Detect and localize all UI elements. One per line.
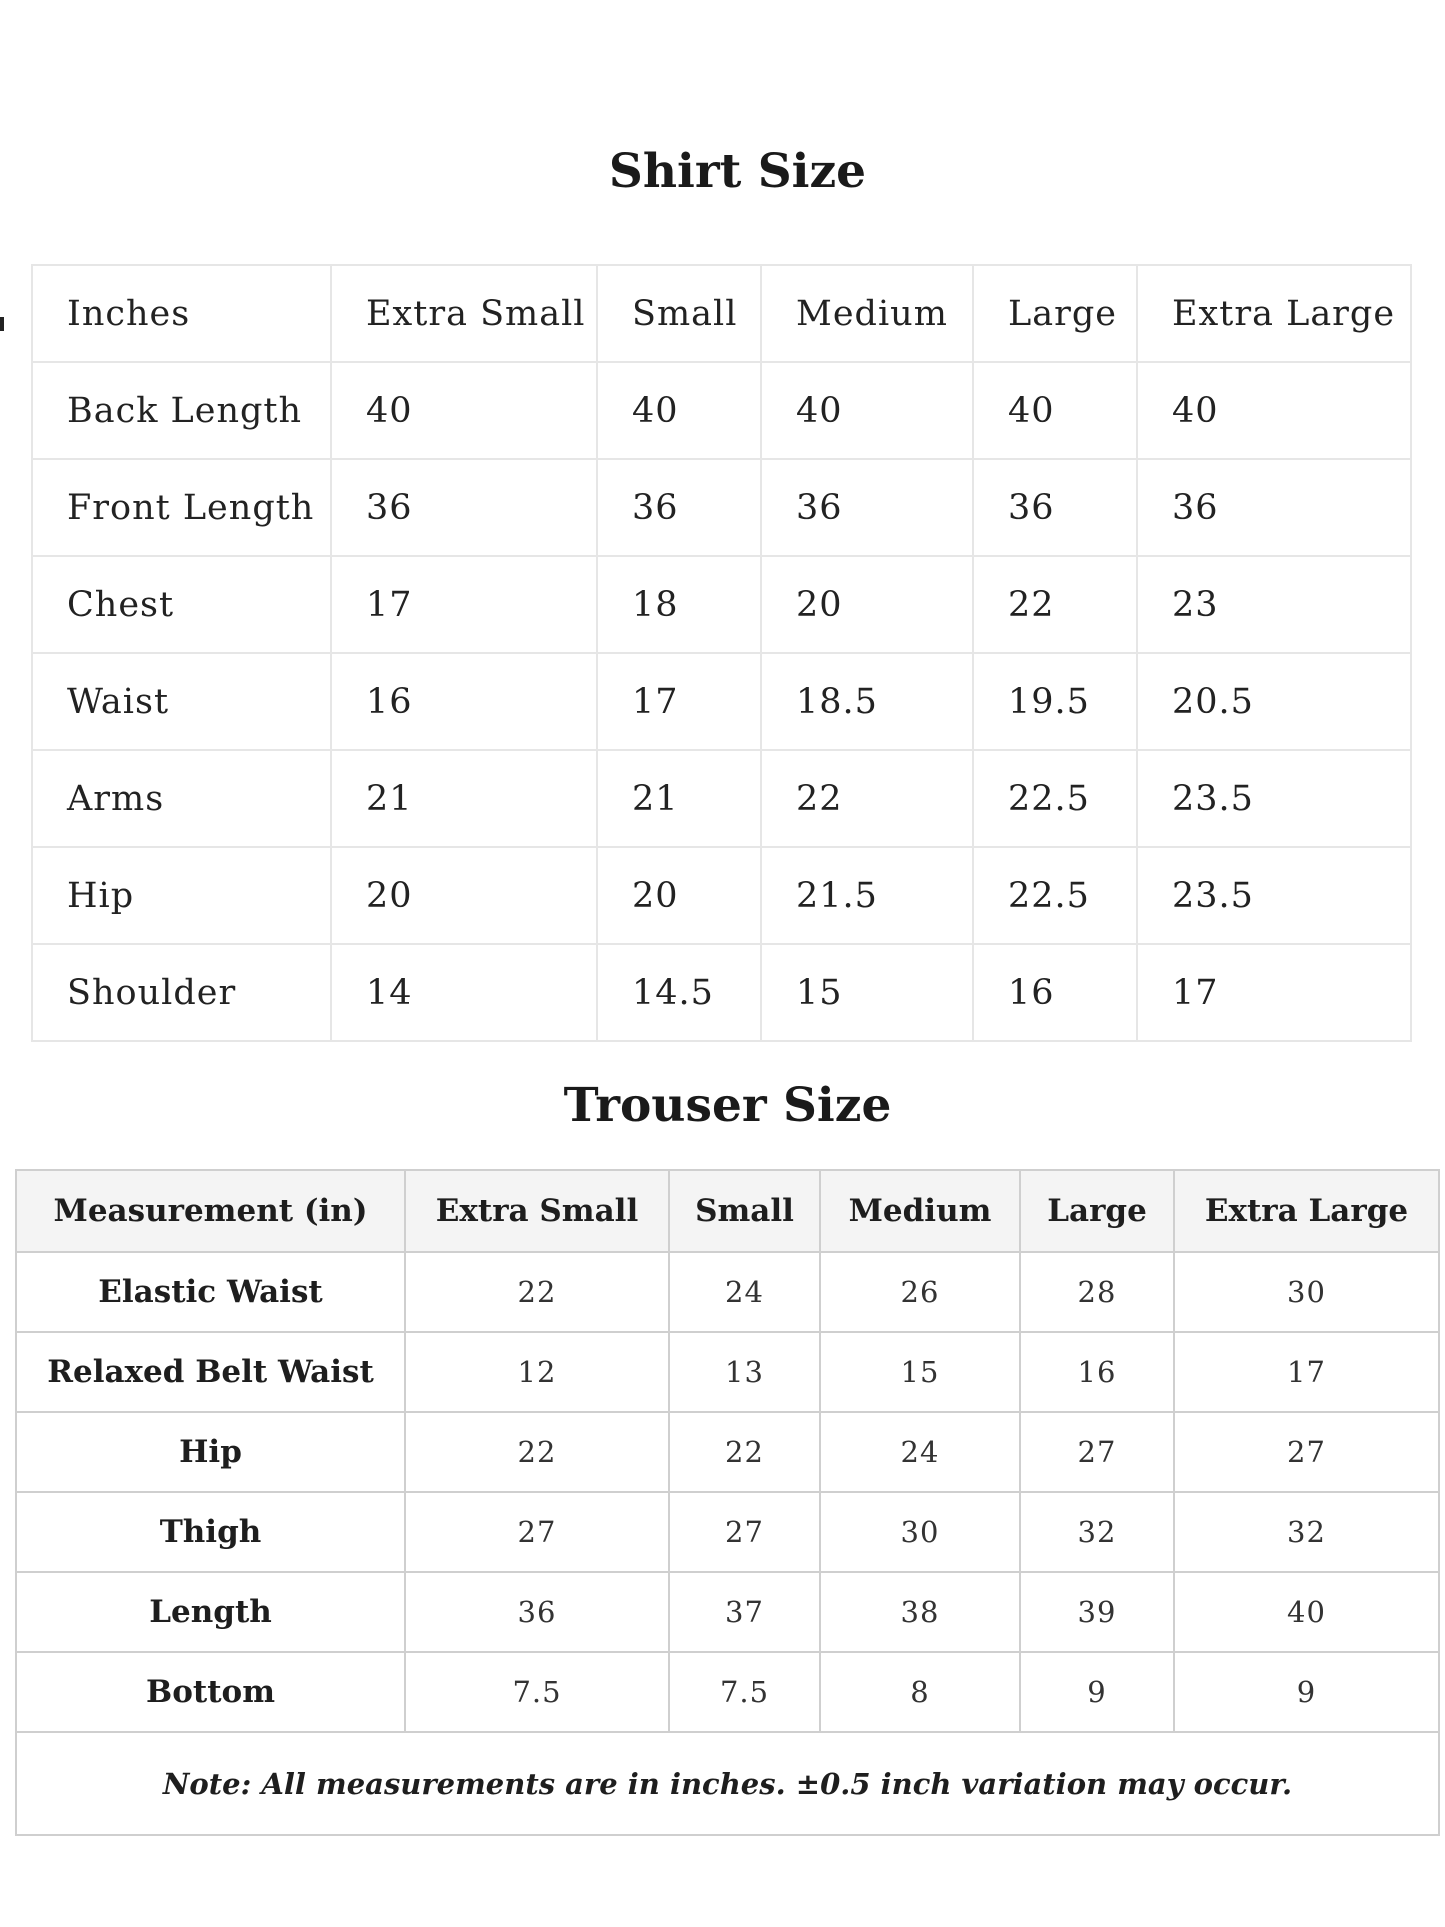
edge-mark <box>0 317 4 331</box>
row-label: Arms <box>32 750 331 847</box>
table-cell: 15 <box>820 1332 1020 1412</box>
shirt-size-title: Shirt Size <box>608 144 867 199</box>
table-cell: 37 <box>669 1572 820 1652</box>
table-cell: 22 <box>761 750 973 847</box>
table-row <box>32 556 1411 653</box>
table-cell: 22 <box>405 1252 669 1332</box>
table-cell: 32 <box>1020 1492 1174 1572</box>
row-label: Hip <box>32 847 331 944</box>
table-cell: 14 <box>331 944 597 1041</box>
table-row <box>32 750 1411 847</box>
table-cell: 12 <box>405 1332 669 1412</box>
table-cell: 18 <box>597 556 761 653</box>
trouser-header-row <box>16 1170 1439 1252</box>
shirt-header-cell: Extra Large <box>1137 265 1411 362</box>
table-cell: 27 <box>405 1492 669 1572</box>
table-cell: 20 <box>331 847 597 944</box>
table-cell: 39 <box>1020 1572 1174 1652</box>
table-cell: 18.5 <box>761 653 973 750</box>
shirt-size-table <box>31 264 1412 1042</box>
table-cell: 22.5 <box>973 750 1137 847</box>
table-cell: 16 <box>1020 1332 1174 1412</box>
table-cell: 14.5 <box>597 944 761 1041</box>
table-row <box>16 1412 1439 1492</box>
trouser-header-cell: Medium <box>820 1170 1020 1252</box>
table-cell: 40 <box>1137 362 1411 459</box>
table-cell: 15 <box>761 944 973 1041</box>
table-cell: 23 <box>1137 556 1411 653</box>
row-label: Relaxed Belt Waist <box>16 1332 405 1412</box>
row-label: Chest <box>32 556 331 653</box>
table-cell: 27 <box>1020 1412 1174 1492</box>
table-cell: 36 <box>597 459 761 556</box>
table-cell: 26 <box>820 1252 1020 1332</box>
table-cell: 27 <box>1174 1412 1439 1492</box>
table-cell: 40 <box>973 362 1137 459</box>
table-cell: 21 <box>597 750 761 847</box>
table-cell: 36 <box>761 459 973 556</box>
row-label: Shoulder <box>32 944 331 1041</box>
table-cell: 21 <box>331 750 597 847</box>
table-cell: 22.5 <box>973 847 1137 944</box>
row-label: Hip <box>16 1412 405 1492</box>
table-cell: 24 <box>820 1412 1020 1492</box>
table-cell: 17 <box>597 653 761 750</box>
table-cell: 38 <box>820 1572 1020 1652</box>
row-label: Bottom <box>16 1652 405 1732</box>
table-cell: 36 <box>331 459 597 556</box>
table-cell: 36 <box>1137 459 1411 556</box>
table-row <box>16 1252 1439 1332</box>
row-label: Front Length <box>32 459 331 556</box>
table-cell: 22 <box>405 1412 669 1492</box>
trouser-header-cell: Large <box>1020 1170 1174 1252</box>
table-cell: 36 <box>405 1572 669 1652</box>
shirt-header-cell: Large <box>973 265 1137 362</box>
table-cell: 7.5 <box>669 1652 820 1732</box>
table-row <box>32 653 1411 750</box>
table-cell: 17 <box>1174 1332 1439 1412</box>
table-row <box>16 1492 1439 1572</box>
shirt-header-cell: Small <box>597 265 761 362</box>
table-cell: 40 <box>1174 1572 1439 1652</box>
table-cell: 16 <box>331 653 597 750</box>
shirt-header-cell: Medium <box>761 265 973 362</box>
table-cell: 30 <box>1174 1252 1439 1332</box>
shirt-header-cell: Extra Small <box>331 265 597 362</box>
table-row <box>16 1572 1439 1652</box>
trouser-header-cell: Extra Large <box>1174 1170 1439 1252</box>
table-cell: 40 <box>597 362 761 459</box>
table-cell: 9 <box>1020 1652 1174 1732</box>
table-cell: 17 <box>331 556 597 653</box>
table-cell: 19.5 <box>973 653 1137 750</box>
trouser-size-title: Trouser Size <box>563 1078 892 1133</box>
trouser-size-table <box>15 1169 1440 1836</box>
table-cell: 20 <box>761 556 973 653</box>
trouser-header-cell: Extra Small <box>405 1170 669 1252</box>
table-cell: 20.5 <box>1137 653 1411 750</box>
table-row <box>32 459 1411 556</box>
table-cell: 7.5 <box>405 1652 669 1732</box>
shirt-header-cell: Inches <box>32 265 331 362</box>
table-cell: 23.5 <box>1137 750 1411 847</box>
row-label: Back Length <box>32 362 331 459</box>
trouser-header-cell: Small <box>669 1170 820 1252</box>
shirt-header-row <box>32 265 1411 362</box>
row-label: Elastic Waist <box>16 1252 405 1332</box>
table-row <box>16 1652 1439 1732</box>
table-cell: 24 <box>669 1252 820 1332</box>
table-cell: 28 <box>1020 1252 1174 1332</box>
table-cell: 23.5 <box>1137 847 1411 944</box>
trouser-header-cell: Measurement (in) <box>16 1170 405 1252</box>
table-cell: 8 <box>820 1652 1020 1732</box>
table-row <box>32 847 1411 944</box>
table-row <box>32 362 1411 459</box>
table-cell: 20 <box>597 847 761 944</box>
table-cell: 9 <box>1174 1652 1439 1732</box>
table-cell: 16 <box>973 944 1137 1041</box>
table-row <box>16 1332 1439 1412</box>
table-cell: 22 <box>973 556 1137 653</box>
table-cell: 13 <box>669 1332 820 1412</box>
table-row <box>32 944 1411 1041</box>
row-label: Length <box>16 1572 405 1652</box>
table-cell: 30 <box>820 1492 1020 1572</box>
table-cell: 27 <box>669 1492 820 1572</box>
row-label: Waist <box>32 653 331 750</box>
row-label: Thigh <box>16 1492 405 1572</box>
table-cell: 40 <box>761 362 973 459</box>
table-cell: 17 <box>1137 944 1411 1041</box>
table-cell: 22 <box>669 1412 820 1492</box>
note-row <box>16 1732 1439 1835</box>
table-cell: 32 <box>1174 1492 1439 1572</box>
table-cell: 36 <box>973 459 1137 556</box>
table-cell: 21.5 <box>761 847 973 944</box>
table-cell: 40 <box>331 362 597 459</box>
measurement-note: Note: All measurements are in inches. ±0.5 inch variation may occur. <box>16 1732 1439 1835</box>
